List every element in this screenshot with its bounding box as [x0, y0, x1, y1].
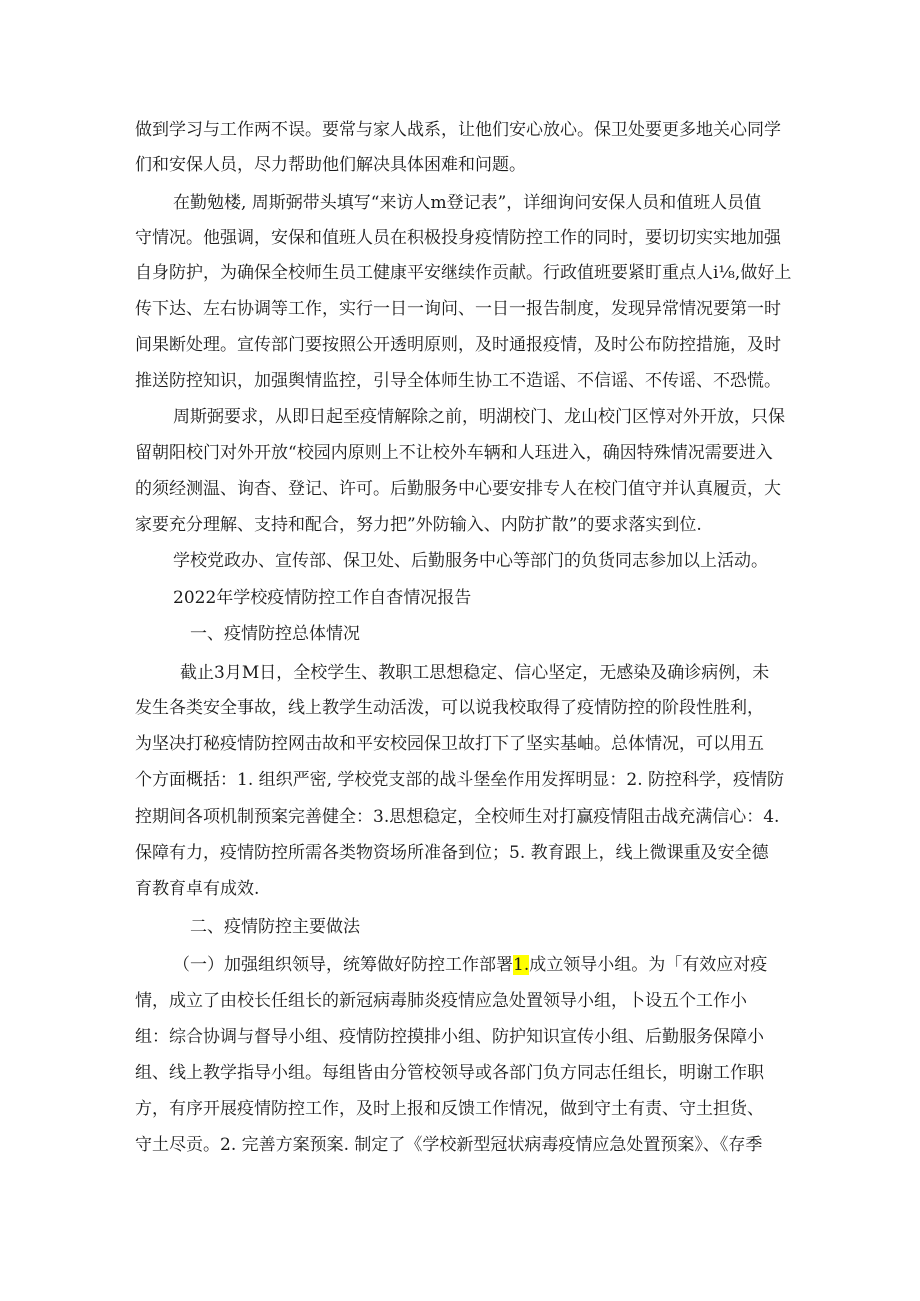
report-title: 2022年学校疫情防控工作自杳情况报告 — [173, 588, 472, 608]
paragraph-line: 自身防护，为确保全校师生员工健康平安继续作贡献。行政值班要紧盯重点人i⅛,做好上 — [135, 263, 792, 283]
paragraph-line: 组：综合协调与督导小组、疫情防控摸排小组、防护知识宣传小组、后勤服务保障小 — [135, 1027, 764, 1047]
paragraph-line: 们和安保人员，尽力帮助他们解决具体困难和问题。 — [135, 155, 526, 175]
paragraph-line: 方，有序开展疫情防控工作，及时上报和反馈工作情况，做到守土有责、守土担货、 — [135, 1099, 764, 1119]
paragraph-line: 留朝阳校门对外开放“校园内原则上不让校外车辆和人珏进入，确因特殊情况需要进入 — [135, 443, 773, 463]
paragraph-line: 在勤勉楼, 周斯弼带头填写“来访人m登记表”，详细询问安保人员和值班人员值 — [173, 193, 762, 213]
paragraph-line — [0, 954, 920, 976]
paragraph-line: 守情况。他强调，安保和值班人员在积极投身疫情防控工作的同时，要切切实实地加强 — [135, 228, 781, 248]
paragraph-line: 家要充分理解、支持和配合，努力把”外防输入、内防扩散”的要求落实到位. — [135, 515, 702, 535]
paragraph-line: 传下达、左右协调等工作，实行一日一询问、一日一报告制度，发现异常情况要第一时 — [135, 299, 781, 319]
paragraph-line-suffix: 成立领导小组。为「有效应对疫 — [529, 955, 768, 975]
highlighted-number: 1. — [513, 955, 530, 975]
paragraph-line: 推送防控知识，加强舆情监控，引导全体师生协工不造谣、不信谣、不传谣、不恐慌。 — [135, 371, 781, 391]
paragraph-line: 截止3月M日，全校学生、教职工思想稳定、信心坚定，无感染及确诊病例，未 — [180, 663, 770, 683]
paragraph-line: 的须经测温、询杳、登记、许可。后勤服务中心要安排专人在校门值守并认真履贡，大 — [135, 479, 781, 499]
paragraph-line: 控期间各项机制预案完善健全：3.思想稳定，全校师生对打赢疫情阻击战充满信心：4. — [135, 807, 780, 827]
paragraph-line: 学校党政办、宣传部、保卫处、后勤服务中心等部门的负货同志参加以上活动。 — [173, 551, 768, 571]
paragraph-line: 做到学习与工作两不误。要常与家人战系，让他们安心放心。保卫处要更多地关心同学 — [135, 120, 781, 140]
paragraph-line: 周斯弼要求，从即日起至疫情解除之前，明湖校门、龙山校门区惇对外开放，只保 — [173, 407, 785, 427]
paragraph-line: 育教育卓有成效. — [135, 879, 260, 899]
paragraph-line: 情，成立了由校长任组长的新冠病毒肺炎疫情应急处置领导小组，卜设五个工作小 — [135, 991, 747, 1011]
paragraph-line: 组、线上教学指导小组。每组皆由分管校领导或各部门负方同志任组长，明谢工作职 — [135, 1063, 764, 1083]
paragraph-line: 保障有力，疫情防控所需各类物资场所准备到位；5. 教育跟上，线上微课重及安全德 — [135, 843, 769, 863]
paragraph-line: 个方面概括：1. 组织严密, 学校党支部的战斗堡垒作用发挥明显：2. 防控科学，疫情防 — [135, 770, 785, 790]
paragraph-line: 为坚决打秘疫情防控网击故和平安校园保卫故打下了坚实基岫。总体情况，可以用五 — [135, 734, 764, 754]
paragraph-line-prefix: （一）加强组织领导，统筹做好防控工作部署 — [173, 955, 513, 975]
section-heading: 二、疫情防控主要做法 — [190, 917, 360, 937]
paragraph-line: 守土尽贡。2. 完善方案预案. 制定了《学校新型冠状病毒疫情应急处置预案》、《存季 — [135, 1135, 763, 1155]
paragraph-line: 发生各类安全事故，线上教学生动活泼，可以说我校取得了疫情防控的阶段性胜利， — [135, 698, 764, 718]
section-heading: 一、疫情防控总体情况 — [190, 624, 360, 644]
paragraph-line: 间果断处理。宣传部门要按照公开透明原则，及时通报疫情，及时公布防控措施，及时 — [135, 335, 781, 355]
